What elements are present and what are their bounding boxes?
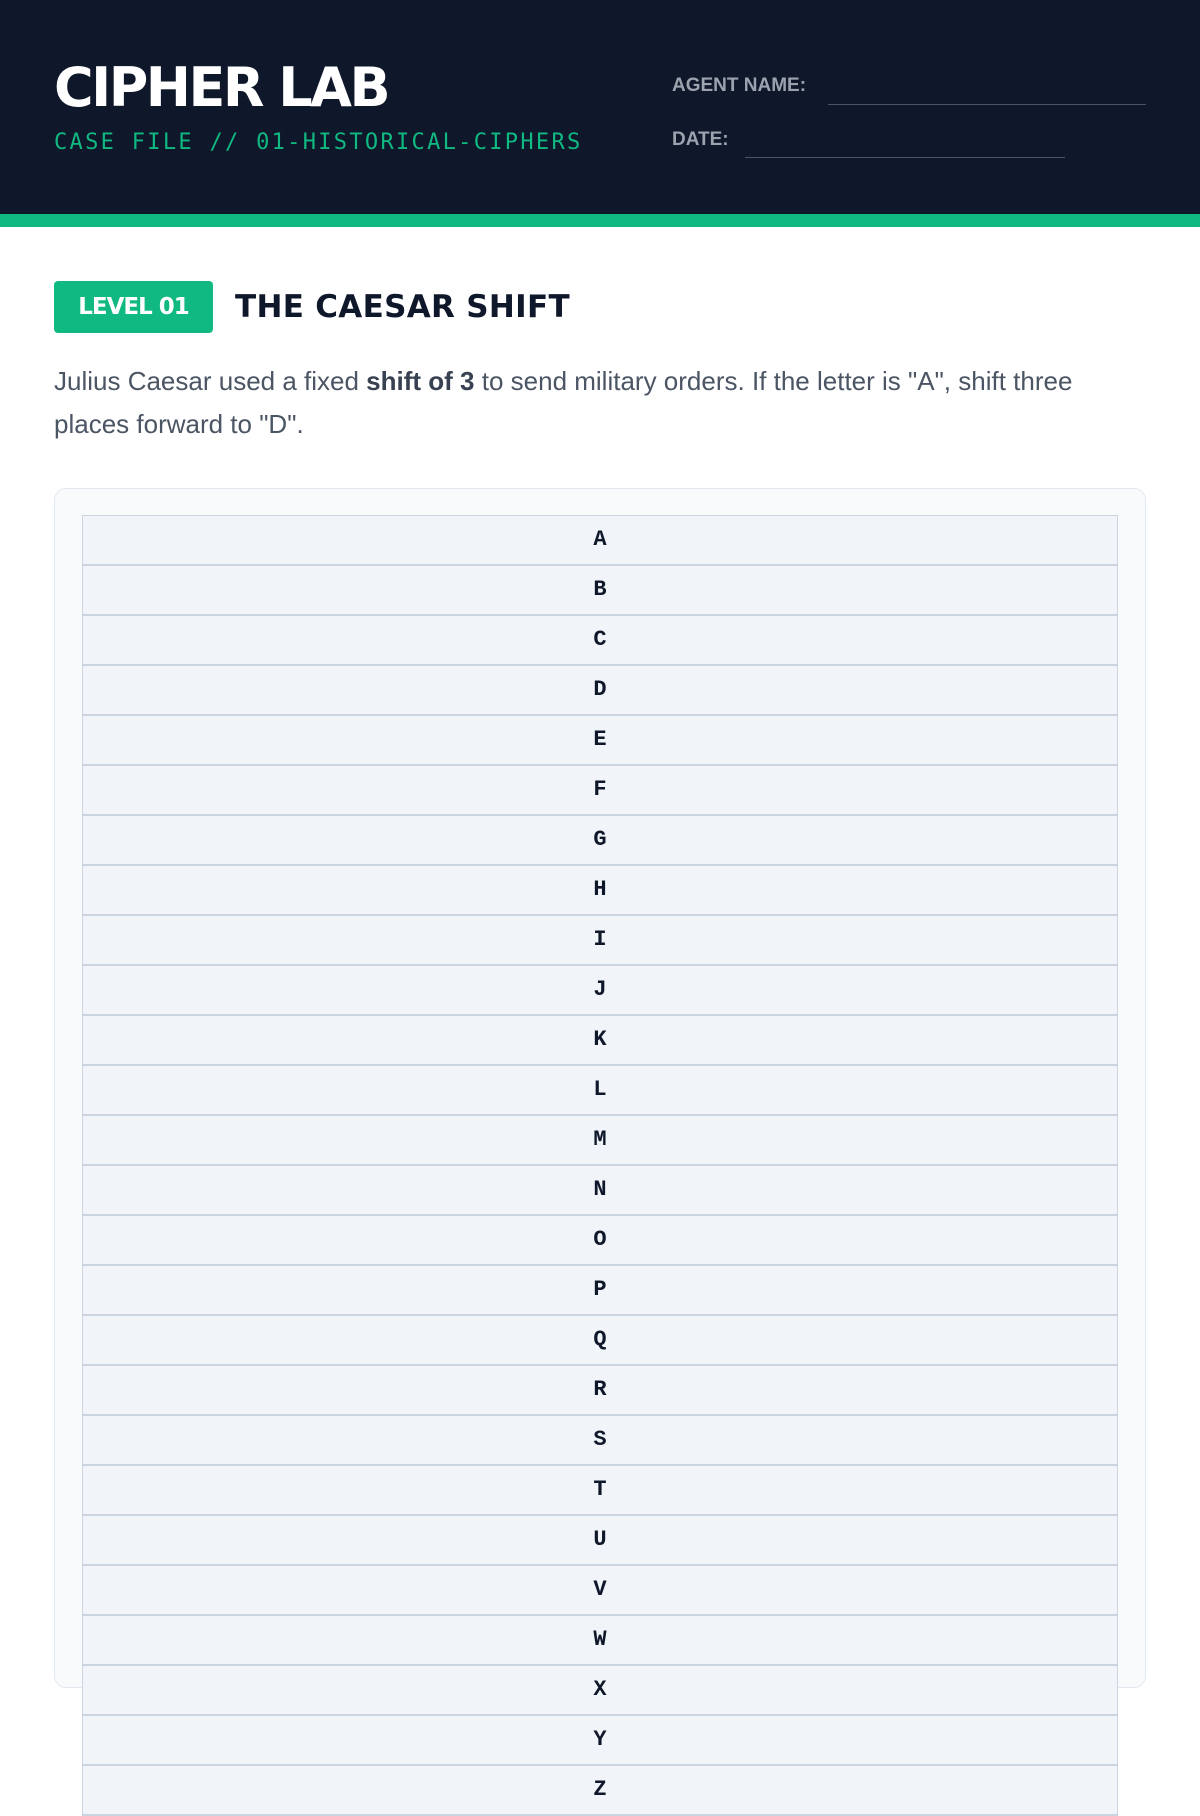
- alphabet-row: L: [82, 1066, 1118, 1116]
- alphabet-row: A: [82, 516, 1118, 566]
- intro-text-start: Julius Caesar used a fixed: [54, 366, 367, 396]
- alphabet-row: J: [82, 966, 1118, 1016]
- page-title: CIPHER LAB: [54, 56, 389, 119]
- alphabet-row: G: [82, 816, 1118, 866]
- alphabet-row: H: [82, 866, 1118, 916]
- case-file-label: CASE FILE // 01-HISTORICAL-CIPHERS: [54, 130, 583, 155]
- alphabet-row: M: [82, 1116, 1118, 1166]
- alphabet-row: W: [82, 1616, 1118, 1666]
- alphabet-row: F: [82, 766, 1118, 816]
- alphabet-row: U: [82, 1516, 1118, 1566]
- alphabet-row: S: [82, 1416, 1118, 1466]
- alphabet-row: O: [82, 1216, 1118, 1266]
- header-accent-stripe: [0, 214, 1200, 227]
- alphabet-row: K: [82, 1016, 1118, 1066]
- alphabet-row: Z: [82, 1766, 1118, 1816]
- date-label: DATE:: [672, 129, 729, 150]
- intro-shift-value: shift of 3: [366, 366, 475, 396]
- alphabet-row: V: [82, 1566, 1118, 1616]
- intro-paragraph: [54, 360, 1154, 446]
- alphabet-row: P: [82, 1266, 1118, 1316]
- intro-text-end: to send military orders. If the letter is "A", shift three places forward to "D".: [54, 366, 1073, 439]
- alphabet-row: X: [82, 1666, 1118, 1716]
- alphabet-row: C: [82, 616, 1118, 666]
- level-badge: LEVEL 01: [54, 281, 213, 333]
- alphabet-row: R: [82, 1366, 1118, 1416]
- alphabet-row: Y: [82, 1716, 1118, 1766]
- alphabet-row: E: [82, 716, 1118, 766]
- level-title: THE CAESAR SHIFT: [235, 289, 570, 325]
- agent-name-label: AGENT NAME:: [672, 75, 807, 96]
- alphabet-row: B: [82, 566, 1118, 616]
- alphabet-row: I: [82, 916, 1118, 966]
- alphabet-row: T: [82, 1466, 1118, 1516]
- date-field[interactable]: [745, 157, 1065, 158]
- agent-name-field[interactable]: [828, 104, 1146, 105]
- alphabet-table: [82, 515, 1118, 1816]
- alphabet-row: Q: [82, 1316, 1118, 1366]
- alphabet-row: N: [82, 1166, 1118, 1216]
- alphabet-row: D: [82, 666, 1118, 716]
